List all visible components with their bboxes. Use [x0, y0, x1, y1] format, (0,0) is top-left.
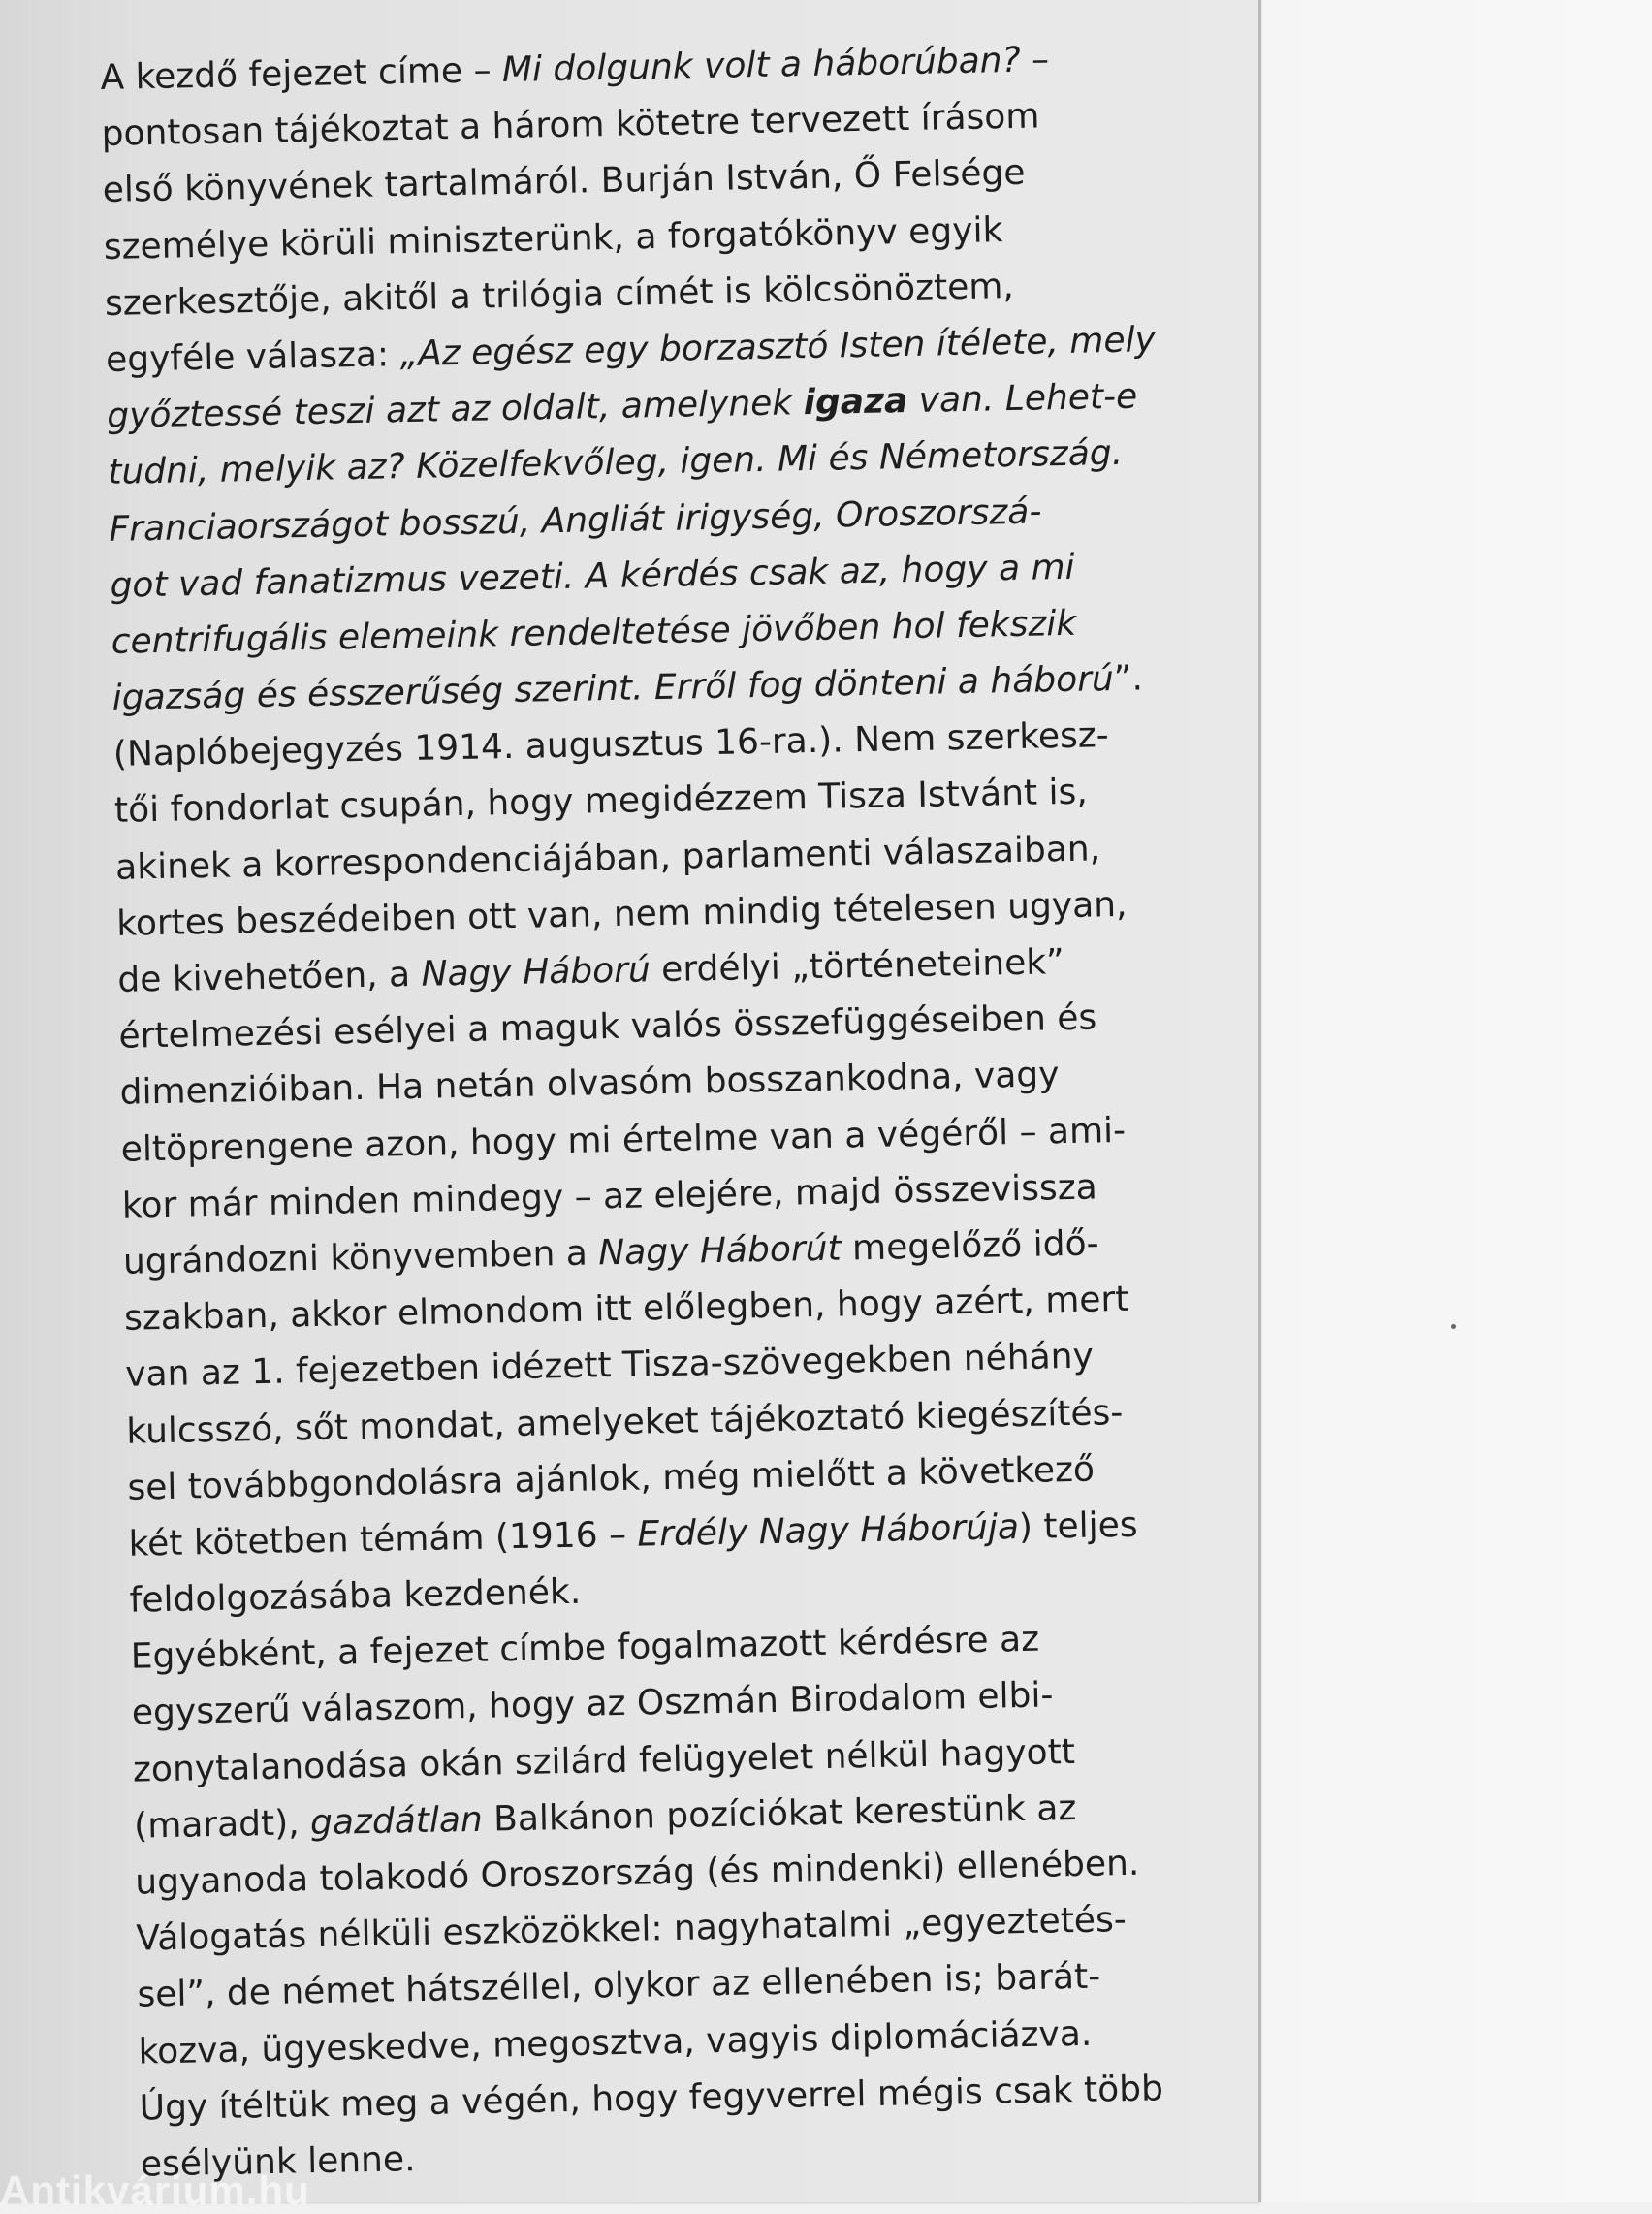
text-run: Erdély Nagy Háborúja [637, 1506, 1020, 1555]
text-run: „Az egész egy borzasztó Isten ítélete, mely [399, 320, 1157, 375]
text-run: (Naplóbejegyzés 1914. augusztus 16-ra.). Nem szerkesz- [112, 715, 1110, 775]
text-run: erdélyi „történeteinek” [650, 942, 1065, 991]
text-run: sel továbbgondolásra ajánlok, még mielőtt a következő [127, 1449, 1096, 1508]
text-run: de kivehetően, a [117, 954, 422, 1000]
paragraph-2 [130, 1609, 1197, 2194]
text-run: egyféle válasza: [105, 334, 400, 380]
text-run: ) teljes [1018, 1504, 1138, 1547]
text-run: ugyanoda tolakodó Oroszország (és mindenki) ellenében. [134, 1843, 1140, 1903]
text-run: személye körüli miniszterünk, a forgatókönyv egyik [103, 209, 1003, 268]
text-run: igaza [803, 381, 908, 424]
text-run: van. Lehet-e [906, 376, 1138, 422]
text-run: Egyébként, a fejezet címbe fogalmazott kérdésre az [130, 1619, 1040, 1677]
text-run: sel”, de német hátszéllel, olykor az ellenében is; barát- [137, 1956, 1101, 2016]
text-run: centrifugális elemeink rendeltetése jövőben hol fekszik [111, 603, 1077, 662]
dust-speck [1451, 1324, 1456, 1329]
text-run: dimenzióiban. Ha netán olvasóm bosszankodna, vagy [119, 1055, 1060, 1114]
text-run: kozva, ügyeskedve, megosztva, vagyis diplomáciázva. [138, 2013, 1093, 2072]
text-run: értelmezési esélyei a maguk valós összefüggéseiben és [118, 997, 1097, 1057]
text-run: tői fondorlat csupán, hogy megidézzem Tisza Istvánt is, [113, 773, 1089, 832]
paragraph-1 [100, 30, 1187, 1629]
text-run: egyszerű válaszom, hogy az Oszmán Birodalom elbi- [131, 1675, 1054, 1734]
text-run: győztessé teszi azt az oldalt, amelynek [106, 383, 805, 437]
text-run: A kezdő fejezet címe – [100, 50, 503, 98]
page-edge [1258, 0, 1261, 2202]
text-run: akinek a korrespondenciájában, parlamenti válaszaiban, [114, 828, 1101, 888]
text-run: kortes beszédeiben ott van, nem mindig tételesen ugyan, [115, 884, 1128, 944]
text-run: feldolgozásába kezdenék. [129, 1571, 582, 1621]
text-run: kor már minden mindegy – az elejére, majd összevissza [121, 1167, 1098, 1226]
text-run: Balkánon pozíciókat kerestünk az [482, 1787, 1077, 1840]
text-run: Mi dolgunk volt a háborúban? [501, 40, 1022, 91]
text-run: Franciaországot bosszú, Angliát irigység, Oroszorszá- [109, 490, 1042, 550]
text-run: igazság és ésszerűség szerint. Erről fog dönteni a háború [111, 659, 1115, 718]
text-run: szerkesztője, akitől a trilógia címét is kölcsönöztem, [104, 266, 1015, 324]
text-run: Nagy Háború [421, 950, 651, 995]
text-run: kulcsszó, sőt mondat, amelyeket tájékoztató kiegészítés- [125, 1392, 1124, 1452]
text-run: Úgy ítéltük meg a végén, hogy fegyverrel mégis csak több [139, 2069, 1164, 2129]
watermark: Antikvárium.hu [0, 2167, 310, 2213]
text-run: – [1020, 40, 1050, 80]
text-run: (maradt), [133, 1802, 311, 1847]
text-run: Nagy Háborút [597, 1228, 842, 1274]
text-run: megelőző idő- [841, 1223, 1099, 1269]
text-run: két kötetben témám (1916 – [128, 1514, 638, 1565]
text-run: got vad fanatizmus vezeti. A kérdés csak az, hogy a mi [110, 547, 1075, 606]
text-run: ugrándozni könyvemben a [122, 1233, 599, 1282]
text-run: Válogatás nélküli eszközökkel: nagyhatalmi „egyeztetés- [136, 1900, 1128, 1959]
text-run: tudni, melyik az? Közelfekvőleg, igen. Mi és Németország. [107, 433, 1124, 493]
text-run: első könyvének tartalmáról. Burján István, Ő Felsége [102, 153, 1026, 211]
text-run: pontosan tájékoztat a három kötetre tervezett írásom [101, 96, 1040, 155]
text-run: ”. [1113, 658, 1144, 700]
text-run: van az 1. fejezetben idézett Tisza-szövegekben néhány [124, 1336, 1095, 1396]
text-run: zonytalanodása okán szilárd felügyelet nélkül hagyott [132, 1731, 1076, 1790]
text-run: eltöprengene azon, hogy mi értelme van a végéről – ami- [120, 1110, 1127, 1170]
text-run: szakban, akkor elmondom itt előlegben, hogy azért, mert [123, 1279, 1129, 1339]
text-run: esélyünk lenne. [140, 2139, 416, 2185]
page-text [100, 30, 1197, 2194]
text-run: gazdátlan [309, 1799, 484, 1843]
